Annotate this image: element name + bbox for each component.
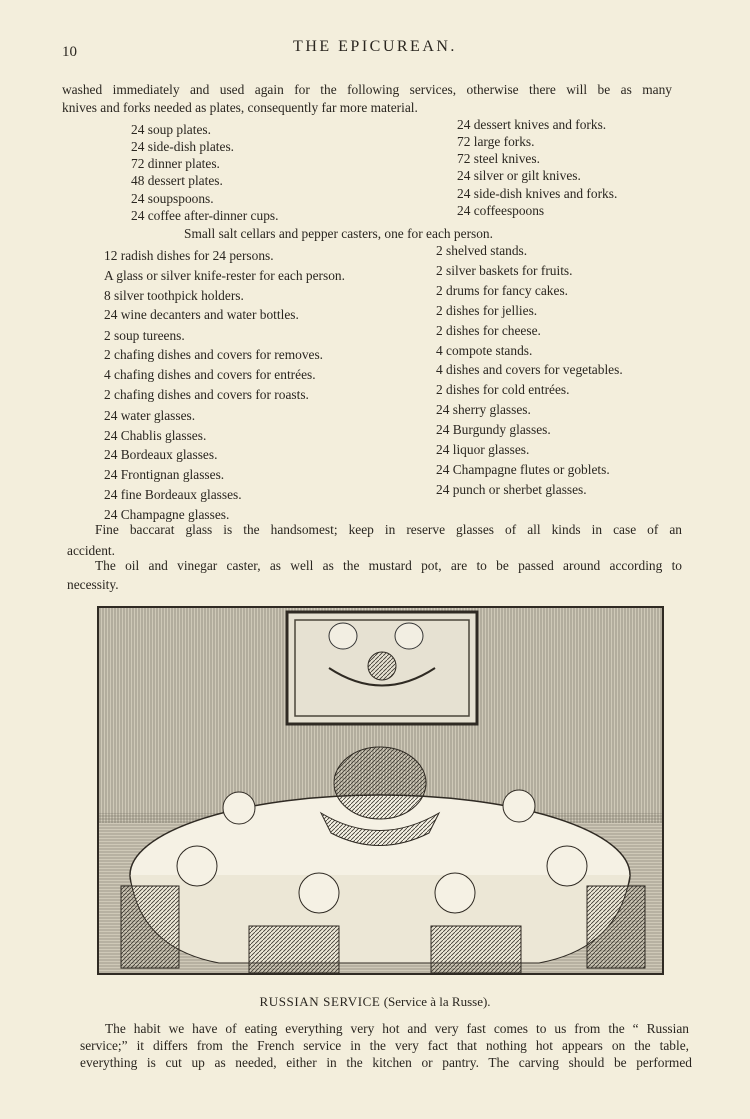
list-item: A glass or silver knife-rester for each person. [104,268,345,283]
list-item: 72 dinner plates. [131,156,220,171]
list-item: 2 shelved stands. [436,243,528,258]
dining-table-engraving [99,608,662,973]
running-title: THE EPICUREAN. [293,38,457,55]
list-item: 24 liquor glasses. [436,442,530,457]
list-item: 48 dessert plates. [131,173,223,188]
paragraph-caster-line-1: The oil and vinegar caster, as well as the mustard pot, are to be passed around according to [95,558,682,573]
list-item: 2 silver baskets for fruits. [436,263,573,278]
list-item: 12 radish dishes for 24 persons. [104,248,274,263]
list-item: 8 silver toothpick holders. [104,288,244,303]
list-item: 2 soup tureens. [104,328,185,343]
list-item: 24 soupspoons. [131,191,214,206]
list-item: 4 compote stands. [436,343,533,358]
caption-subtitle: (Service à la Russe). [383,994,491,1009]
list-item: 24 Frontignan glasses. [104,467,225,482]
list-item: 24 coffeespoons [457,203,545,218]
intro-line-2: knives and forks needed as plates, consequently far more material. [62,100,418,115]
illustration-russian-service [97,606,664,975]
page-number: 10 [62,44,77,60]
list-item: 72 steel knives. [457,151,540,166]
salt-cellars-line: Small salt cellars and pepper casters, one for each person. [184,226,493,241]
figure-caption [0,994,750,1010]
list-item: 24 Chablis glasses. [104,428,207,443]
intro-line-1: washed immediately and used again for the following services, otherwise there will be as many [62,82,672,97]
list-item: 2 dishes for cheese. [436,323,541,338]
paragraph-baccarat-line-1: Fine baccarat glass is the handsomest; keep in reserve glasses of all kinds in case of an [95,522,682,537]
list-item: 24 Bordeaux glasses. [104,447,218,462]
list-item: 2 drums for fancy cakes. [436,283,568,298]
list-item: 24 Champagne glasses. [104,507,230,522]
list-item: 24 coffee after-dinner cups. [131,208,279,223]
list-item: 2 chafing dishes and covers for removes. [104,347,324,362]
paragraph-russian-line-3: everything is cut up as needed, either in the kitchen or pantry. The carving should be performed [80,1055,692,1070]
list-item: 24 Champagne flutes or goblets. [436,462,610,477]
caption-title: RUSSIAN SERVICE [259,994,381,1009]
list-item: 24 water glasses. [104,408,196,423]
paragraph-russian-line-1: The habit we have of eating everything very hot and very fast comes to us from the “ Russian [105,1021,689,1036]
list-item: 4 dishes and covers for vegetables. [436,362,623,377]
list-item: 2 dishes for jellies. [436,303,538,318]
list-item: 4 chafing dishes and covers for entrées. [104,367,316,382]
list-item: 24 side-dish plates. [131,139,235,154]
list-item: 72 large forks. [457,134,535,149]
list-item: 24 Burgundy glasses. [436,422,551,437]
list-item: 24 sherry glasses. [436,402,531,417]
list-item: 24 fine Bordeaux glasses. [104,487,242,502]
list-item: 24 silver or gilt knives. [457,168,581,183]
list-item: 24 side-dish knives and forks. [457,186,618,201]
list-item: 24 dessert knives and forks. [457,117,607,132]
paragraph-caster-line-2: necessity. [67,577,119,592]
list-item: 2 dishes for cold entrées. [436,382,570,397]
list-item: 24 soup plates. [131,122,211,137]
paragraph-baccarat-line-2: accident. [67,543,115,558]
list-item: 24 wine decanters and water bottles. [104,307,299,322]
list-item: 24 punch or sherbet glasses. [436,482,587,497]
list-item: 2 chafing dishes and covers for roasts. [104,387,309,402]
paragraph-russian-line-2: service;” it differs from the French service in the very fact that nothing hot appears on the table, [80,1038,689,1053]
